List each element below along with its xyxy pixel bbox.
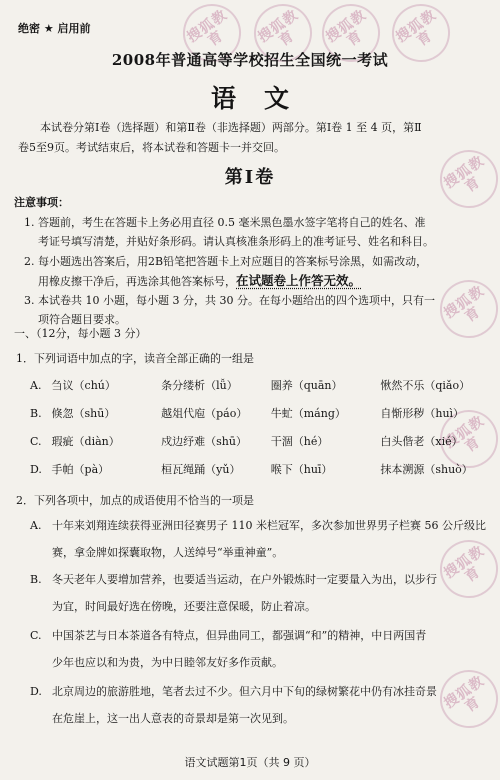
choice-option — [30, 622, 486, 676]
option-label: B. — [30, 406, 42, 420]
intro-paragraph — [18, 118, 484, 158]
watermark-stamp: 搜狐教育 — [429, 529, 500, 610]
option-label: B. — [30, 573, 42, 586]
notice-text: 答题前，考生在答题卡上务必用直径 0.5 毫米黑色墨水签字笔将自己的姓名、准 — [38, 216, 426, 229]
option-label: D. — [30, 462, 42, 476]
notice-line: 考证号填写清楚，并贴好条形码。请认真核准条形码上的准考证号、姓名和科目。 — [38, 235, 434, 248]
option-cell: 戍边纾难（shū） — [161, 435, 247, 448]
option-cell: 抹本溯源（shuò） — [380, 463, 473, 476]
notice-line: 项符合题目要求。 — [38, 313, 126, 326]
intro-line: 卷5至9页。考试结束后，将本试卷和答题卡一并交回。 — [18, 141, 285, 154]
option-cell: 刍议（chú） — [51, 379, 116, 392]
option-label: C. — [30, 434, 42, 448]
option-cell: 越俎代庖（páo） — [161, 407, 248, 420]
question-stem: 2．下列各项中，加点的成语使用不恰当的一项是 — [16, 494, 254, 507]
notice-number: 1. — [24, 216, 35, 229]
question-stem: 1．下列词语中加点的字，读音全部正确的一组是 — [16, 352, 254, 365]
watermark-stamp: 搜狐教育 — [429, 269, 500, 350]
notice-number: 3. — [24, 294, 35, 307]
option-row — [30, 455, 490, 483]
notice-line — [24, 252, 484, 271]
watermark-stamp: 搜狐教育 — [243, 0, 324, 73]
option-cell: 喉下（huī） — [270, 463, 333, 476]
option-row — [30, 371, 490, 399]
page-footer: 语文试题第1页（共 9 页） — [184, 756, 316, 769]
choice-text: 冬天老年人要增加营养，也要适当运动，在户外锻炼时一定要量入为出，以步行 — [52, 573, 437, 586]
choice-text: 北京周边的旅游胜地，笔者去过不少。但六月中下旬的绿树繁花中仍有冰挂奇景 — [52, 685, 437, 698]
option-cell: 条分缕析（lǚ） — [161, 379, 238, 392]
choice-line — [30, 622, 486, 649]
watermark-stamp: 搜狐教育 — [172, 0, 253, 73]
option-cell: 自惭形秽（huì） — [380, 407, 465, 420]
option-label: A. — [30, 519, 42, 532]
notice-number: 2. — [24, 255, 35, 268]
exam-title: 2008年普通高等学校招生全国统一考试 — [111, 51, 389, 69]
option-label: C. — [30, 629, 42, 642]
option-label: A. — [30, 378, 42, 392]
watermark-stamp: 搜狐教育 — [429, 399, 500, 480]
option-cell: 桓瓦绳踊（yǔ） — [161, 463, 241, 476]
choice-line — [30, 566, 486, 593]
option-cell: 手帕（pà） — [51, 463, 110, 476]
notice-text: 本试卷共 10 小题，每小题 3 分，共 30 分。在每小题给出的四个选项中，只有一 — [38, 294, 435, 307]
subject-title: 语文 — [210, 84, 317, 113]
notice-heading: 注意事项： — [14, 196, 69, 209]
choice-line: 在危崖上，这一出人意表的奇景却是第一次见到。 — [52, 712, 294, 725]
choice-option — [30, 512, 486, 566]
choice-text: 十年来刘翔连续获得亚洲田径赛男子 110 米栏冠军，多次参加世界男子栏赛 56 公斤级比 — [52, 519, 486, 532]
watermark-stamp: 搜狐教育 — [381, 0, 462, 73]
notice-line — [24, 213, 484, 232]
watermark-stamp: 搜狐教育 — [311, 0, 392, 73]
notice-text: 每小题选出答案后，用2B铅笔把答题卡上对应题目的答案标号涂黑，如需改动， — [38, 255, 428, 268]
option-row — [30, 427, 490, 455]
notice-item — [24, 213, 484, 251]
option-row — [30, 399, 490, 427]
option-cell: 干涸（hé） — [270, 435, 329, 448]
watermark-stamp: 搜狐教育 — [429, 139, 500, 220]
notice-emphasis: 在试题卷上作答无效。 — [236, 273, 362, 288]
option-cell: 倏忽（shū） — [51, 407, 116, 420]
choice-line — [30, 678, 486, 705]
choice-line: 少年也应以和为贵，为中日睦邻友好多作贡献。 — [52, 656, 283, 669]
notice-line — [24, 271, 484, 291]
option-label: D. — [30, 685, 42, 698]
choice-text: 中国茶艺与日本茶道各有特点，但异曲同工，都强调“和”的精神，中日两国青 — [52, 629, 427, 642]
option-cell: 白头偕老（xié） — [380, 435, 463, 448]
intro-line: 本试卷分第Ⅰ卷（选择题）和第Ⅱ卷（非选择题）两部分。第Ⅰ卷 1 至 4 页，第Ⅱ — [40, 121, 422, 134]
choice-line: 为宜，时间最好选在傍晚，还要注意保暖，防止着凉。 — [52, 600, 316, 613]
choice-option — [30, 678, 486, 732]
section-heading: 一、（12分，每小题 3 分） — [14, 327, 147, 340]
choice-line: 赛，拿金牌如探囊取物，人送绰号“举重神童”。 — [52, 546, 284, 559]
notice-item — [24, 252, 484, 291]
notice-line — [24, 291, 484, 310]
notice-item — [24, 291, 484, 329]
option-cell: 牛虻（máng） — [270, 407, 346, 420]
choice-option — [30, 566, 486, 620]
choice-line — [30, 512, 486, 539]
watermark-stamp: 搜狐教育 — [429, 659, 500, 740]
confidential-mark: 绝密 ★ 启用前 — [18, 22, 91, 35]
question-options — [30, 371, 490, 483]
option-cell: 圈养（quān） — [270, 379, 343, 392]
notice-text: 用橡皮擦干净后，再选涂其他答案标号， — [38, 275, 236, 288]
option-cell: 愀然不乐（qiǎo） — [380, 379, 471, 392]
option-cell: 瑕疵（diàn） — [51, 435, 120, 448]
volume-title: 第Ⅰ卷 — [224, 167, 276, 188]
